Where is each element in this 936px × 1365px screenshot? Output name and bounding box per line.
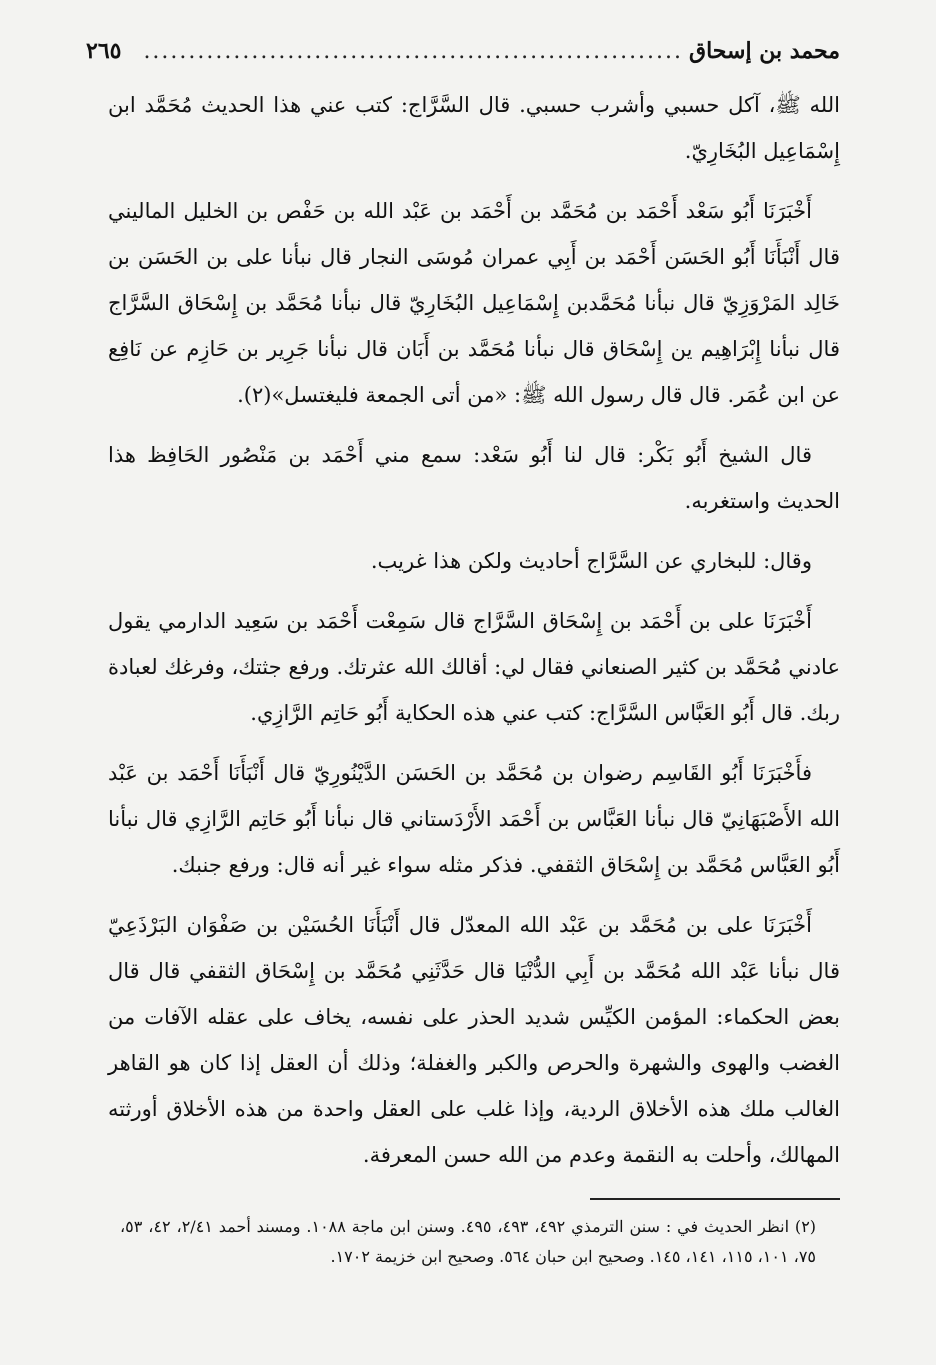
header-title: محمد بن إسحاق (689, 38, 840, 64)
paragraph-7: أَخْبَرَنَا على بن مُحَمَّد بن عَبْد الله المعدّل قال أَنْبَأَنَا الحُسَيْن بن صَفْوَان البَرْذَعِيّ قال نبأنا عَبْد الله مُحَمَّد بن أَبِي الدُّنْيَا قال حَدَّثَنِي مُحَمَّد بن إِسْحَاق الثقفي قال قال بعض الحكماء: المؤمن الكيِّس شديد الحذر على نفسه، يخاف على عقله الآفات من الغضب والهوى والشهرة والحرص والكبر والغفلة؛ وذلك أن العقل إذا كان هو القاهر الغالب ملك هذه الأخلاق الردية، وإذا غلب على العقل واحدة من هذه الأخلاق أورثته المهالك، وأحلت به النقمة وعدم من الله حسن المعرفة. (108, 913, 840, 1167)
paragraph-3: قال الشيخ أَبُو بَكْر: قال لنا أَبُو سَعْد: سمع مني أَحْمَد بن مَنْصُور الحَافِظ هذا الحديث واستغربه. (108, 443, 840, 513)
footnote: (٢) انظر الحديث في : سنن الترمذي ٤٩٢، ٤٩٣، ٤٩٥. وسنن ابن ماجة ١٠٨٨. ومسند أحمد ٢/٤١، ٤٢، ٥٣، ٧٥، ١٠١، ١١٥، ١٤١، ١٤٥. وصحيح ابن حبان ٥٦٤. وصحيح ابن خزيمة ١٧٠٢. (120, 1217, 817, 1266)
paragraph-5: أَخْبَرَنَا على بن أَحْمَد بن إِسْحَاق السَّرَّاج قال سَمِعْت أَحْمَد بن سَعِيد الدارمي يقول عادني مُحَمَّد بن كثير الصنعاني فقال لي: أقالك الله عثرتك. ورفع جثتك، وفرغك لعبادة ربك. قال أَبُو العَبَّاس السَّرَّاج: كتب عني هذه الحكاية أَبُو حَاتِم الرَّازِي. (108, 609, 840, 725)
paragraph-1: الله ﷺ، آكل حسبي وأشرب حسبي. قال السَّرَّاج: كتب عني هذا الحديث مُحَمَّد ابن إِسْمَاعِيل البُخَارِيّ. (108, 93, 840, 163)
paragraph-2: أَخْبَرَنَا أَبُو سَعْد أَحْمَد بن مُحَمَّد بن أَحْمَد بن عَبْد الله بن حَفْص بن الخليل الماليني قال أَنْبَأَنَا أَبُو الحَسَن أَحْمَد بن أَبِي عمران مُوسَى النجار قال نبأنا على بن الحَسَن بن خَالِد المَرْوَزِيّ قال نبأنا مُحَمَّدبن إِسْمَاعِيل البُخَارِيّ قال نبأنا مُحَمَّد بن إِسْحَاق السَّرَّاج قال نبأنا إِبْرَاهِيم ين إِسْحَاق قال نبأنا مُحَمَّد بن أَبَان قال نبأنا جَرِير بن حَازِم عن نَافِع عن ابن عُمَر. قال قال رسول الله ﷺ: «من أتى الجمعة فليغتسل»(٢). (108, 199, 840, 407)
paragraph-6: فأَخْبَرَنَا أَبُو القَاسِم رضوان بن مُحَمَّد بن الحَسَن الدَّيْنُورِيّ قال أَنْبَأَنَا أَحْمَد بن عَبْد الله الأَصْبَهَانِيّ قال نبأنا العَبَّاس بن أَحْمَد الأَرْدَستاني قال نبأنا أَبُو حَاتِم الرَّازِي قال نبأنا أَبُو العَبَّاس مُحَمَّد بن إِسْحَاق الثقفي. فذكر مثله سواء غير أنه قال: ورفع جنبك. (108, 761, 840, 877)
running-header (86, 38, 840, 64)
page-number: ٢٦٥ (86, 38, 122, 64)
footnote-separator (590, 1198, 840, 1200)
header-dot-leader: ............................................................ (143, 39, 684, 64)
paragraph-4: وقال: للبخاري عن السَّرَّاج أحاديث ولكن هذا غريب. (370, 549, 812, 573)
main-text (108, 82, 840, 1192)
